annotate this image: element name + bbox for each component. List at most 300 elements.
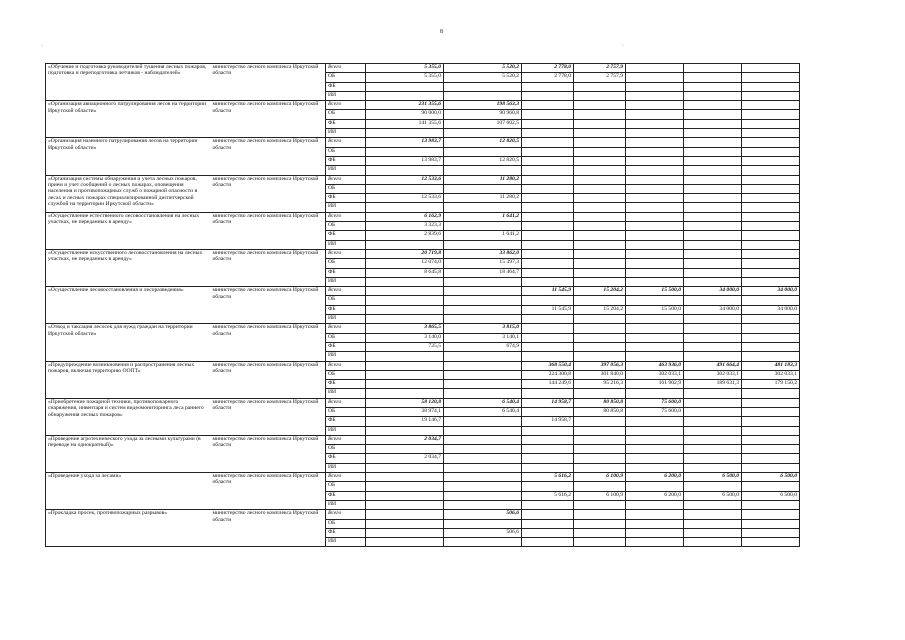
amount-cell: 90 000,0: [366, 110, 444, 119]
amount-cell: 506,6: [444, 528, 522, 537]
amount-cell: [522, 324, 574, 333]
amount-cell: [626, 268, 684, 277]
amount-cell: 144 249,6: [522, 380, 574, 389]
amount-cell: 14 958,7: [522, 398, 574, 407]
amount-cell: [684, 389, 742, 398]
amount-cell: [522, 333, 574, 342]
executor-name: министерство лесного комплекса Иркутской области: [211, 175, 326, 212]
funding-source: Всего: [326, 101, 366, 110]
measure-name: «Проведение ухода за лесами»: [46, 473, 211, 510]
amount-cell: [522, 482, 574, 491]
amount-cell: 34 000,0: [684, 305, 742, 314]
funding-source: ОБ: [326, 73, 366, 82]
amount-cell: [574, 454, 626, 463]
amount-cell: 20 719,8: [366, 249, 444, 258]
amount-cell: 189 631,3: [684, 380, 742, 389]
amount-cell: [742, 138, 800, 147]
funding-source: ОБ: [326, 222, 366, 231]
amount-cell: [522, 435, 574, 444]
funding-source: ФБ: [326, 156, 366, 165]
table-row: [46, 287, 800, 296]
amount-cell: [366, 203, 444, 212]
amount-cell: 15 204,2: [574, 305, 626, 314]
amount-cell: [742, 482, 800, 491]
amount-cell: [522, 315, 574, 324]
amount-cell: [574, 445, 626, 454]
amount-cell: [742, 64, 800, 73]
measure-name: «Прокладка просек, противопожарных разрывов»: [46, 510, 211, 547]
funding-source: ФБ: [326, 231, 366, 240]
amount-cell: [522, 82, 574, 91]
amount-cell: [626, 82, 684, 91]
measure-name: «Организация авиационного патрулирования лесов на территории Иркутской области»: [46, 101, 211, 138]
amount-cell: [742, 175, 800, 184]
amount-cell: [366, 91, 444, 100]
amount-cell: [626, 528, 684, 537]
amount-cell: [742, 500, 800, 509]
amount-cell: [574, 119, 626, 128]
amount-cell: [522, 463, 574, 472]
amount-cell: 95 216,3: [574, 380, 626, 389]
amount-cell: [574, 138, 626, 147]
amount-cell: 1 641,2: [444, 212, 522, 221]
amount-cell: [574, 147, 626, 156]
amount-cell: 6 540,4: [444, 407, 522, 416]
amount-cell: 3 815,0: [444, 324, 522, 333]
amount-cell: 12 820,5: [444, 156, 522, 165]
amount-cell: 224 300,8: [522, 370, 574, 379]
amount-cell: [742, 296, 800, 305]
amount-cell: [684, 324, 742, 333]
amount-cell: [444, 287, 522, 296]
amount-cell: [366, 277, 444, 286]
amount-cell: 6 540,4: [444, 398, 522, 407]
amount-cell: [684, 184, 742, 193]
amount-cell: 34 000,0: [742, 287, 800, 296]
amount-cell: [742, 407, 800, 416]
funding-source: ИИ: [326, 240, 366, 249]
amount-cell: 6 500,0: [742, 491, 800, 500]
amount-cell: [444, 361, 522, 370]
amount-cell: 33 862,0: [444, 249, 522, 258]
funding-source: ИИ: [326, 315, 366, 324]
amount-cell: 231 355,6: [366, 101, 444, 110]
amount-cell: [444, 91, 522, 100]
amount-cell: [742, 538, 800, 547]
measure-name: «Организация системы обнаружения и учета лесных пожаров, прием и учет сообщений о лесных пожарах, оповещения населения и противопожарных служб о пожарной опасности в лесах и лесных пожарах специализированной диспетчерской службой на территории Иркутской области»: [46, 175, 211, 212]
amount-cell: [742, 426, 800, 435]
amount-cell: [366, 361, 444, 370]
amount-cell: [684, 277, 742, 286]
amount-cell: 80 850,8: [574, 398, 626, 407]
amount-cell: [684, 249, 742, 258]
amount-cell: [444, 277, 522, 286]
table-row: [46, 212, 800, 221]
amount-cell: 12 820,5: [444, 138, 522, 147]
amount-cell: 674,9: [444, 342, 522, 351]
amount-cell: [444, 166, 522, 175]
amount-cell: [626, 64, 684, 73]
amount-cell: [366, 166, 444, 175]
amount-cell: [574, 333, 626, 342]
amount-cell: [684, 91, 742, 100]
amount-cell: [684, 138, 742, 147]
amount-cell: [684, 454, 742, 463]
amount-cell: 75 600,0: [626, 407, 684, 416]
amount-cell: [444, 519, 522, 528]
amount-cell: [522, 296, 574, 305]
amount-cell: [684, 240, 742, 249]
executor-name: министерство лесного комплекса Иркутской области: [211, 398, 326, 435]
amount-cell: 18 464,7: [444, 268, 522, 277]
amount-cell: [626, 166, 684, 175]
amount-cell: [626, 277, 684, 286]
amount-cell: [742, 398, 800, 407]
amount-cell: [574, 268, 626, 277]
amount-cell: 38 974,1: [366, 407, 444, 416]
amount-cell: [522, 203, 574, 212]
amount-cell: [366, 287, 444, 296]
amount-cell: [626, 184, 684, 193]
amount-cell: [684, 259, 742, 268]
amount-cell: [522, 500, 574, 509]
amount-cell: [444, 454, 522, 463]
funding-source: Всего: [326, 435, 366, 444]
amount-cell: [742, 184, 800, 193]
amount-cell: [574, 194, 626, 203]
amount-cell: [522, 129, 574, 138]
table-row: [46, 175, 800, 184]
executor-name: министерство лесного комплекса Иркутской области: [211, 212, 326, 249]
funding-source: Всего: [326, 473, 366, 482]
funding-source: Всего: [326, 287, 366, 296]
amount-cell: [366, 147, 444, 156]
executor-name: министерство лесного комплекса Иркутской области: [211, 138, 326, 175]
amount-cell: [366, 482, 444, 491]
amount-cell: [684, 538, 742, 547]
amount-cell: [366, 463, 444, 472]
amount-cell: [684, 64, 742, 73]
amount-cell: [522, 407, 574, 416]
amount-cell: [366, 500, 444, 509]
executor-name: министерство лесного комплекса Иркутской области: [211, 287, 326, 324]
amount-cell: [366, 528, 444, 537]
amount-cell: [626, 445, 684, 454]
amount-cell: 6 100,9: [574, 473, 626, 482]
funding-source: ИИ: [326, 500, 366, 509]
amount-cell: 2 778,0: [522, 73, 574, 82]
amount-cell: [522, 538, 574, 547]
amount-cell: 161 902,9: [626, 380, 684, 389]
amount-cell: [684, 296, 742, 305]
amount-cell: 5 355,0: [366, 73, 444, 82]
amount-cell: [574, 222, 626, 231]
amount-cell: [626, 231, 684, 240]
amount-cell: [522, 352, 574, 361]
amount-cell: [684, 203, 742, 212]
funding-source: ИИ: [326, 91, 366, 100]
amount-cell: [522, 138, 574, 147]
amount-cell: [574, 519, 626, 528]
amount-cell: [444, 538, 522, 547]
amount-cell: [444, 129, 522, 138]
amount-cell: 6 500,0: [742, 473, 800, 482]
amount-cell: 5 616,2: [522, 491, 574, 500]
amount-cell: [522, 519, 574, 528]
amount-cell: [626, 315, 684, 324]
amount-cell: [684, 417, 742, 426]
amount-cell: 15 500,0: [626, 305, 684, 314]
amount-cell: [444, 389, 522, 398]
measure-name: «Осуществление естественного лесовосстановления на лесных участках, не переданных в аренду»: [46, 212, 211, 249]
measure-name: «Осуществление лесовосстановления и лесоразведения»: [46, 287, 211, 324]
amount-cell: [742, 129, 800, 138]
amount-cell: [742, 342, 800, 351]
table-row: [46, 64, 800, 73]
amount-cell: [742, 82, 800, 91]
funding-source: Всего: [326, 510, 366, 519]
amount-cell: [574, 538, 626, 547]
amount-cell: [574, 296, 626, 305]
amount-cell: [626, 73, 684, 82]
amount-cell: [574, 129, 626, 138]
amount-cell: 6 500,0: [684, 491, 742, 500]
amount-cell: 463 936,0: [626, 361, 684, 370]
amount-cell: [626, 240, 684, 249]
funding-source: Всего: [326, 212, 366, 221]
amount-cell: 11 280,2: [444, 175, 522, 184]
amount-cell: [626, 333, 684, 342]
amount-cell: [574, 82, 626, 91]
amount-cell: [522, 426, 574, 435]
amount-cell: 3 140,0: [366, 333, 444, 342]
amount-cell: 1 641,2: [444, 231, 522, 240]
amount-cell: [366, 491, 444, 500]
amount-cell: [444, 305, 522, 314]
amount-cell: 6 200,0: [626, 491, 684, 500]
amount-cell: 107 602,5: [444, 119, 522, 128]
funding-source: ИИ: [326, 389, 366, 398]
amount-cell: [522, 212, 574, 221]
amount-cell: [684, 268, 742, 277]
amount-cell: 12 533,6: [366, 194, 444, 203]
funding-source: ФБ: [326, 454, 366, 463]
funding-source: ОБ: [326, 519, 366, 528]
amount-cell: 491 664,4: [684, 361, 742, 370]
amount-cell: 397 056,3: [574, 361, 626, 370]
amount-cell: [742, 528, 800, 537]
amount-cell: [574, 510, 626, 519]
executor-name: министерство лесного комплекса Иркутской области: [211, 473, 326, 510]
amount-cell: 2 839,6: [366, 231, 444, 240]
executor-name: министерство лесного комплекса Иркутской области: [211, 249, 326, 286]
amount-cell: [626, 435, 684, 444]
amount-cell: 8 645,8: [366, 268, 444, 277]
amount-cell: [574, 240, 626, 249]
amount-cell: [444, 500, 522, 509]
amount-cell: [684, 435, 742, 444]
amount-cell: 2 034,7: [366, 435, 444, 444]
amount-cell: [444, 435, 522, 444]
amount-cell: [522, 510, 574, 519]
amount-cell: [684, 510, 742, 519]
amount-cell: [366, 315, 444, 324]
amount-cell: [742, 445, 800, 454]
amount-cell: [742, 519, 800, 528]
amount-cell: [684, 175, 742, 184]
amount-cell: [626, 249, 684, 258]
amount-cell: [366, 426, 444, 435]
amount-cell: [626, 222, 684, 231]
amount-cell: [574, 259, 626, 268]
amount-cell: [522, 147, 574, 156]
amount-cell: 2 757,9: [574, 64, 626, 73]
amount-cell: [444, 82, 522, 91]
amount-cell: [684, 129, 742, 138]
amount-cell: [574, 389, 626, 398]
amount-cell: [366, 370, 444, 379]
amount-cell: [522, 222, 574, 231]
amount-cell: [366, 82, 444, 91]
table-row: [46, 101, 800, 110]
funding-source: ИИ: [326, 463, 366, 472]
amount-cell: 14 958,7: [522, 417, 574, 426]
amount-cell: [626, 417, 684, 426]
amount-cell: [444, 445, 522, 454]
amount-cell: [444, 491, 522, 500]
amount-cell: [626, 212, 684, 221]
amount-cell: [574, 249, 626, 258]
funding-source: ОБ: [326, 110, 366, 119]
amount-cell: 368 550,4: [522, 361, 574, 370]
funding-source: ИИ: [326, 166, 366, 175]
amount-cell: [742, 91, 800, 100]
amount-cell: [522, 389, 574, 398]
amount-cell: [444, 352, 522, 361]
amount-cell: [574, 91, 626, 100]
amount-cell: [684, 407, 742, 416]
amount-cell: [684, 147, 742, 156]
amount-cell: [444, 296, 522, 305]
amount-cell: 90 960,8: [444, 110, 522, 119]
amount-cell: [574, 156, 626, 165]
funding-source: ФБ: [326, 194, 366, 203]
amount-cell: [626, 175, 684, 184]
amount-cell: [444, 370, 522, 379]
funding-source: ОБ: [326, 407, 366, 416]
amount-cell: [366, 510, 444, 519]
amount-cell: [684, 166, 742, 175]
executor-name: министерство лесного комплекса Иркутской области: [211, 435, 326, 472]
amount-cell: [522, 259, 574, 268]
amount-cell: [742, 454, 800, 463]
amount-cell: [574, 324, 626, 333]
amount-cell: [742, 268, 800, 277]
amount-cell: [626, 500, 684, 509]
amount-cell: [742, 101, 800, 110]
funding-source: ФБ: [326, 417, 366, 426]
amount-cell: [684, 333, 742, 342]
amount-cell: [626, 342, 684, 351]
amount-cell: [742, 156, 800, 165]
amount-cell: 34 000,0: [684, 287, 742, 296]
amount-cell: 15 500,0: [626, 287, 684, 296]
amount-cell: [626, 203, 684, 212]
amount-cell: [574, 277, 626, 286]
amount-cell: [626, 463, 684, 472]
amount-cell: [574, 500, 626, 509]
executor-name: министерство лесного комплекса Иркутской области: [211, 64, 326, 101]
amount-cell: [742, 352, 800, 361]
amount-cell: [742, 324, 800, 333]
funding-source: ОБ: [326, 445, 366, 454]
amount-cell: [684, 528, 742, 537]
funding-source: Всего: [326, 324, 366, 333]
amount-cell: [574, 352, 626, 361]
funding-source: ФБ: [326, 119, 366, 128]
scan-speck: ·: [41, 43, 43, 49]
amount-cell: [522, 119, 574, 128]
amount-cell: 34 000,0: [742, 305, 800, 314]
amount-cell: [626, 538, 684, 547]
measure-name: «Отвод и таксация лесосек для нужд граждан на территории Иркутской области»: [46, 324, 211, 361]
funding-source: ОБ: [326, 370, 366, 379]
amount-cell: [684, 156, 742, 165]
amount-cell: [684, 222, 742, 231]
amount-cell: [574, 528, 626, 537]
executor-name: министерство лесного комплекса Иркутской области: [211, 324, 326, 361]
amount-cell: [522, 166, 574, 175]
funding-source: ИИ: [326, 203, 366, 212]
amount-cell: [626, 482, 684, 491]
measure-name: «Проведение агротехнического ухода за лесными культурами (в переводе на однократный)»: [46, 435, 211, 472]
funding-source: Всего: [326, 361, 366, 370]
amount-cell: [522, 101, 574, 110]
amount-cell: [522, 445, 574, 454]
funding-source: ИИ: [326, 352, 366, 361]
funding-source: ОБ: [326, 296, 366, 305]
amount-cell: [684, 212, 742, 221]
amount-cell: 179 150,2: [742, 380, 800, 389]
amount-cell: 6 500,0: [684, 473, 742, 482]
executor-name: министерство лесного комплекса Иркутской области: [211, 101, 326, 138]
amount-cell: [626, 147, 684, 156]
amount-cell: 506,6: [444, 510, 522, 519]
amount-cell: [444, 315, 522, 324]
amount-cell: [742, 240, 800, 249]
amount-cell: [626, 119, 684, 128]
amount-cell: [742, 417, 800, 426]
amount-cell: 5 520,2: [444, 64, 522, 73]
amount-cell: [742, 333, 800, 342]
amount-cell: [742, 222, 800, 231]
amount-cell: 5 520,2: [444, 73, 522, 82]
amount-cell: 11 280,2: [444, 194, 522, 203]
amount-cell: [574, 426, 626, 435]
amount-cell: [684, 315, 742, 324]
amount-cell: [742, 463, 800, 472]
amount-cell: [626, 194, 684, 203]
amount-cell: 13 983,7: [366, 156, 444, 165]
amount-cell: [684, 519, 742, 528]
amount-cell: [626, 352, 684, 361]
amount-cell: [444, 240, 522, 249]
measure-name: «Обучение и подготовка руководителей тушения лесных пожаров, подготовка и переподготовка летчиков - наблюдателей»: [46, 64, 211, 101]
amount-cell: [366, 538, 444, 547]
amount-cell: [684, 231, 742, 240]
amount-cell: 2 757,9: [574, 73, 626, 82]
amount-cell: [574, 203, 626, 212]
